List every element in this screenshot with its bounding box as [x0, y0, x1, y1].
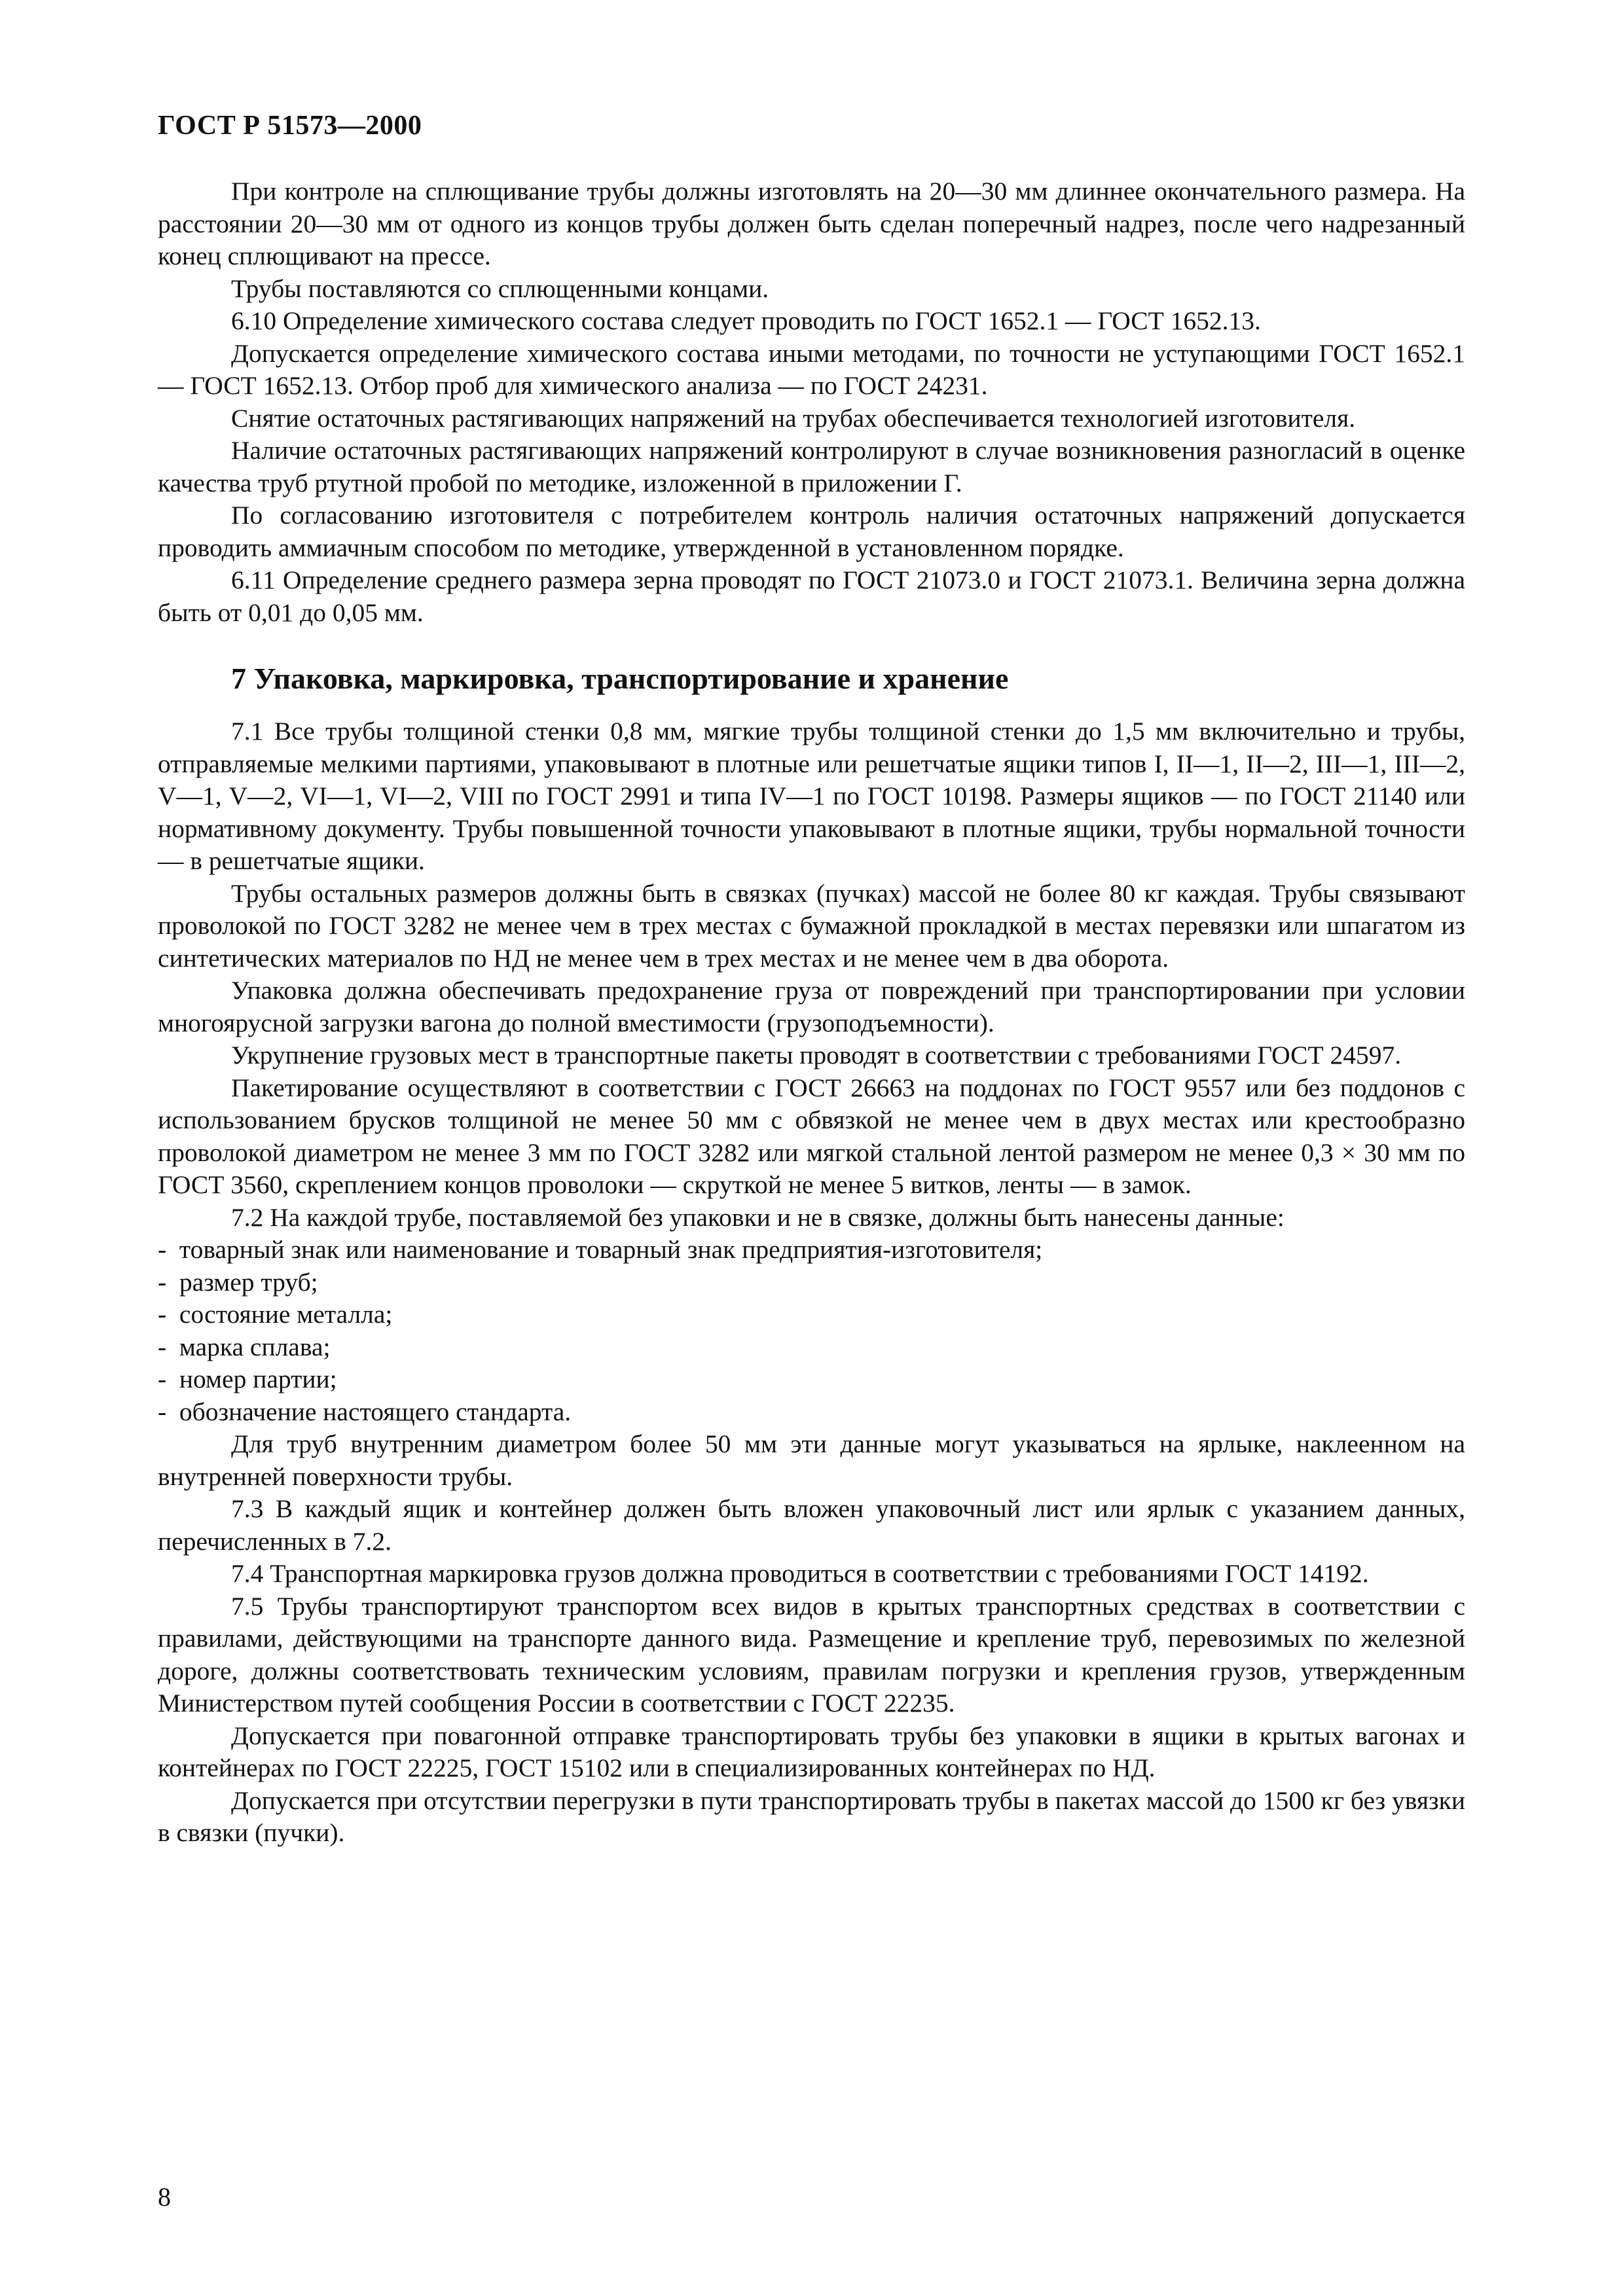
body-paragraph: Допускается при отсутствии перегрузки в пути транспортировать трубы в пакетах массой до 1500 кг без увязки в связки (пучки). — [158, 1785, 1465, 1847]
list-item: - марка сплава; — [158, 1331, 1465, 1364]
body-paragraph: 7.3 В каждый ящик и контейнер должен быть вложен упаковочный лист или ярлык с указанием данных, перечисленных в 7.2. — [158, 1494, 1465, 1556]
body-paragraph: Допускается при повагонной отправке транспортировать трубы без упаковки в ящики в крытых вагонах и контейнерах по ГОСТ 22225, ГОСТ 15102 или в специализированных контейнерах по НД. — [158, 1721, 1465, 1782]
body-paragraph: 7.1 Все трубы толщиной стенки 0,8 мм, мягкие трубы толщиной стенки до 1,5 мм включительно и трубы, отправляемые мелкими партиями, упаковывают в плотные или решетчатые ящики типов I, II—1, II—2, III—1, III—2, V—1, V—2, VI—1, VI—2, VIII по ГОСТ 2991 и типа IV—1 по ГОСТ 10198. Размеры ящиков — по ГОСТ 21140 или нормативному документу. Трубы повышенной точности упаковывают в плотные ящики, трубы нормальной точности — в решетчатые ящики. — [158, 717, 1465, 875]
body-paragraph: Снятие остаточных растягивающих напряжений на трубах обеспечивается технологией изготовителя. — [231, 403, 1356, 433]
body-paragraph: Для труб внутренним диаметром более 50 мм эти данные могут указываться на ярлыке, наклеенном на внутренней поверхности трубы. — [158, 1429, 1465, 1491]
body-paragraph: 7.2 На каждой трубе, поставляемой без упаковки и не в связке, должны быть нанесены данные: — [231, 1202, 1285, 1232]
list-item: - обозначение настоящего стандарта. — [158, 1396, 1465, 1429]
body-paragraph: 7.5 Трубы транспортируют транспортом всех видов в крытых транспортных средствах в соответствии с правилами, действующими на транспорте данного вида. Размещение и крепление труб, перевозимых по железной дороге, должны соответствовать техническим условиям, правилам погрузки и крепления грузов, утвержденным Министерством путей сообщения России в соответствии с ГОСТ 22235. — [158, 1591, 1465, 1717]
list-item: - товарный знак или наименование и товарный знак предприятия-изготовителя; — [158, 1234, 1465, 1266]
list-item: - размер труб; — [158, 1266, 1465, 1299]
list-item: - состояние металла; — [158, 1299, 1465, 1331]
page-body — [158, 175, 1465, 1850]
section-7-heading: 7 Упаковка, маркировка, транспортирование и хранение — [231, 662, 1009, 695]
body-paragraph: 6.11 Определение среднего размера зерна проводят по ГОСТ 21073.0 и ГОСТ 21073.1. Величина зерна должна быть от 0,01 до 0,05 мм. — [158, 565, 1465, 627]
body-paragraph: Пакетирование осуществляют в соответствии с ГОСТ 26663 на поддонах по ГОСТ 9557 или без поддонов с использованием брусков толщиной не менее 50 мм с обвязкой не менее чем в двух местах или крестообразно проволокой диаметром не менее 3 мм по ГОСТ 3282 или мягкой стальной лентой размером не менее 0,3 × 30 мм по ГОСТ 3560, скреплением концов проволоки — скруткой не менее 5 витков, ленты — в замок. — [158, 1073, 1465, 1199]
body-paragraph: 7.4 Транспортная маркировка грузов должна проводиться в соответствии с требованиями ГОСТ 14192. — [231, 1559, 1369, 1588]
body-paragraph: Трубы поставляются со сплющенными концами. — [231, 274, 769, 303]
body-paragraph: Трубы остальных размеров должны быть в связках (пучках) массой не более 80 кг каждая. Трубы связывают проволокой по ГОСТ 3282 не менее чем в трех местах с бумажной прокладкой в местах перевязки или шпагатом из синтетических материалов по НД не менее чем в трех местах и не менее чем в два оборота. — [158, 878, 1465, 973]
marking-data-list — [158, 1234, 1465, 1428]
body-paragraph: Укрупнение грузовых мест в транспортные пакеты проводят в соответствии с требованиями ГОСТ 24597. — [231, 1041, 1402, 1069]
body-paragraph: Допускается определение химического состава иными методами, по точности не уступающими ГОСТ 1652.1 — ГОСТ 1652.13. Отбор проб для химического анализа — по ГОСТ 24231. — [158, 338, 1465, 400]
body-paragraph: При контроле на сплющивание трубы должны изготовлять на 20—30 мм длиннее окончательного размера. На расстоянии 20—30 мм от одного из концов трубы должен быть сделан поперечный надрез, после чего надрезанный конец сплющивают на прессе. — [158, 177, 1465, 270]
page-number: 8 — [158, 2182, 171, 2212]
body-paragraph: Упаковка должна обеспечивать предохранение груза от повреждений при транспортировании при условии многоярусной загрузки вагона до полной вместимости (грузоподъемности). — [158, 976, 1465, 1037]
body-paragraph: Наличие остаточных растягивающих напряжений контролируют в случае возникновения разногласий в оценке качества труб ртутной пробой по методике, изложенной в приложении Г. — [158, 436, 1465, 497]
body-paragraph: По согласованию изготовителя с потребителем контроль наличия остаточных напряжений допускается проводить аммиачным способом по методике, утвержденной в установленном порядке. — [158, 501, 1465, 562]
body-paragraph: 6.10 Определение химического состава следует проводить по ГОСТ 1652.1 — ГОСТ 1652.13. — [231, 306, 1261, 335]
document-code-header: ГОСТ Р 51573—2000 — [158, 111, 422, 141]
list-item: - номер партии; — [158, 1363, 1465, 1396]
